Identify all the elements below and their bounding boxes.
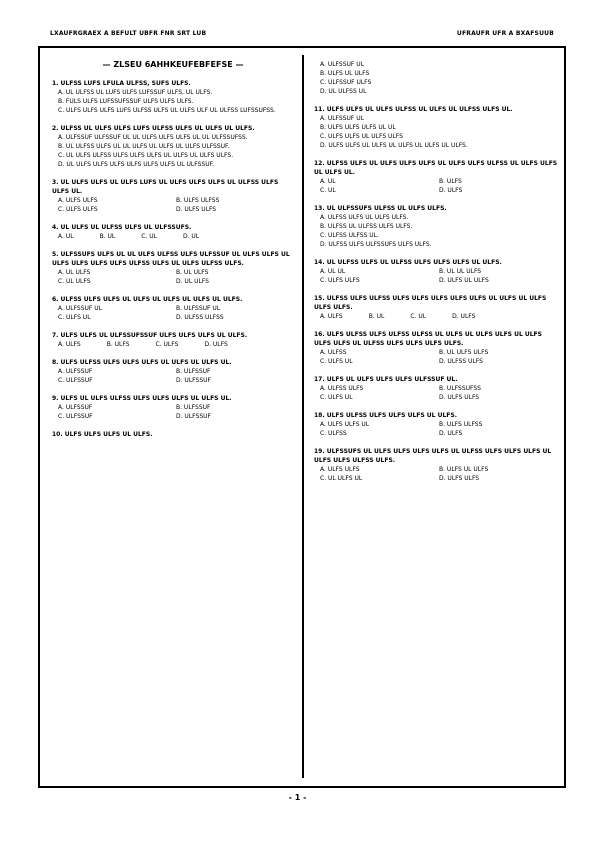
answer-option: B. ULFSSUF UL: [176, 305, 221, 312]
column-divider: [302, 55, 304, 778]
answer-option: C. ULFS UL: [320, 394, 353, 401]
answer-option: D. ULFS: [439, 187, 463, 194]
answer-option: D. UL ULFS: [176, 278, 209, 285]
answer-option-grid: [58, 304, 294, 322]
answer-option: C. ULFS UL: [320, 358, 353, 365]
answer-option: C. ULFSSUF: [58, 377, 93, 384]
answer-option: B. UL ULFSS ULFS UL UL ULFS UL ULFS UL ULFS ULFSSUF.: [58, 143, 230, 150]
answer-option-grid: [320, 384, 558, 402]
answer-option-grid: [320, 465, 558, 483]
answer-option: A. ULFSSUF: [58, 368, 93, 375]
answer-option-row: [320, 312, 558, 321]
answer-option: A. ULFSSUF UL: [320, 61, 364, 68]
answer-option: D. UL ULFSS UL: [320, 88, 367, 95]
answer-option: B. ULFSSUF: [176, 368, 211, 375]
question-item: [52, 250, 294, 286]
question-item: [52, 331, 294, 349]
header-left-text: LXAUFRGRAEX A BEFULT UBFR FNR SRT LUB: [50, 30, 207, 37]
answer-option: D. UL: [182, 233, 200, 240]
answer-option: D. ULFS: [439, 430, 463, 437]
answer-option-grid: [320, 348, 558, 366]
answer-option: A. ULFSS ULFS UL ULFS ULFS.: [320, 214, 409, 221]
question-item: [314, 105, 558, 150]
answer-option: A. UL: [58, 233, 74, 240]
answer-option: D. ULFSSUF: [176, 377, 211, 384]
answer-option: A. ULFSSUF UL: [320, 115, 364, 122]
answer-option: A. ULFS: [58, 341, 81, 348]
answer-option: A. UL ULFS: [58, 269, 91, 276]
answer-option-row: [58, 340, 294, 349]
question-item: [52, 358, 294, 385]
answer-option: B. UL: [99, 233, 116, 240]
right-question-list: [314, 60, 558, 483]
question-stem: 6. ULFSS ULFS ULFS UL ULFS UL ULFS UL ULFS UL ULFS.: [52, 296, 243, 303]
answer-option: D. ULFSSUF: [176, 413, 211, 420]
question-item: [52, 295, 294, 322]
question-item: [52, 178, 294, 214]
answer-option: D. ULFS: [452, 313, 476, 320]
question-item: [314, 204, 558, 249]
answer-option: A. ULFSSUF ULFSSUF UL UL ULFS ULFS ULFS UL UL ULFSSUFSS.: [58, 134, 248, 141]
question-stem: 3. UL ULFS ULFS UL ULFS LUFS UL ULFS ULFS ULFS UL ULFSS ULFS ULFS UL.: [52, 179, 279, 195]
answer-option: C. ULFS ULFS ULFS LUFS ULFSS ULFS UL ULFS ULF UL ULFSS LUFSSUFSS.: [58, 107, 276, 114]
answer-option: C. ULFSSUF ULFS: [320, 79, 372, 86]
question-stem: 2. ULFSS UL ULFS ULFS LUFS ULFSS ULFS UL ULFS UL ULFS.: [52, 125, 255, 132]
question-stem: 7. ULFS ULFS UL ULFSSUFSSUF ULFS ULFS ULFS UL ULFS.: [52, 332, 248, 339]
answer-option: D. ULFS UL ULFS: [439, 277, 489, 284]
answer-option: A. ULFS ULFS UL: [320, 421, 370, 428]
question-stem: 9. ULFS UL ULFS ULFSS ULFS ULFS ULFS UL ULFS UL.: [52, 395, 232, 402]
answer-option: B. UL ULFS: [176, 269, 209, 276]
answer-option: D. ULFS ULFS: [176, 206, 217, 213]
question-item: [314, 60, 558, 96]
answer-option: A. ULFS: [320, 313, 343, 320]
answer-option: D. ULFS ULFS UL ULFS UL ULFS UL ULFS UL ULFS.: [320, 142, 468, 149]
answer-option: C. ULFS ULFS: [320, 277, 360, 284]
answer-option: B. ULFS UL ULFS: [439, 466, 489, 473]
question-stem: 17. ULFS UL ULFS ULFS ULFS ULFSSUF UL.: [314, 376, 458, 383]
question-item: [314, 411, 558, 438]
answer-option: B. ULFS UL ULFS: [320, 70, 370, 77]
question-stem: 10. ULFS ULFS ULFS UL ULFS.: [52, 431, 153, 438]
answer-option: C. ULFS ULFS UL ULFS ULFS: [320, 133, 403, 140]
question-item: [314, 294, 558, 321]
answer-option: B. ULFS ULFS ULFS UL UL: [320, 124, 396, 131]
question-stem: 14. UL ULFSS ULFS UL ULFSS ULFS ULFS ULFS UL ULFS.: [314, 259, 502, 266]
answer-option: D. ULFS: [204, 341, 228, 348]
question-item: [314, 375, 558, 402]
answer-option: C. UL: [410, 313, 427, 320]
question-item: [314, 330, 558, 366]
answer-option-grid: [58, 367, 294, 385]
answer-option: C. ULFSS: [320, 430, 347, 437]
question-item: [314, 159, 558, 195]
header-right-text: UFRAUFR UFR A BXAFSUUB: [456, 30, 554, 37]
question-item: [52, 394, 294, 421]
answer-option: A. ULFSS ULFS: [320, 385, 364, 392]
answer-option-grid: [58, 403, 294, 421]
answer-option: B. ULFSSUF: [176, 404, 211, 411]
answer-option-row: [58, 232, 294, 241]
answer-option-grid: [320, 267, 558, 285]
answer-option: A. ULFSS: [320, 349, 347, 356]
answer-option: A. UL ULFSS UL LUFS ULFS LUFSSUF ULFS, UL ULFS.: [58, 89, 213, 96]
answer-option: C. UL ULFS UL: [320, 475, 363, 482]
left-question-list: [52, 79, 294, 439]
answer-option: C. UL ULFS: [58, 278, 91, 285]
question-item: [52, 124, 294, 169]
answer-option: A. ULFS ULFS: [320, 466, 360, 473]
answer-option: A. UL: [320, 178, 336, 185]
answer-option: C. ULFS UL: [58, 314, 91, 321]
page-header: [44, 30, 558, 40]
answer-option: B. ULFSSUFSS: [439, 385, 481, 392]
answer-option: B. ULFS ULFSS: [439, 421, 483, 428]
question-item: [52, 223, 294, 241]
answer-option: D. ULFSS ULFS ULFSSUFS ULFS ULFS.: [320, 241, 432, 248]
question-stem: 13. UL ULFSSUFS ULFSS UL ULFS ULFS.: [314, 205, 447, 212]
question-item: [52, 430, 294, 439]
answer-option: B. UL ULFS ULFS: [439, 349, 489, 356]
answer-option-grid: [58, 268, 294, 286]
right-column: [314, 60, 558, 492]
answer-option: A. ULFSSUF UL: [58, 305, 102, 312]
answer-option: C. UL: [320, 187, 336, 194]
question-stem: 15. ULFSS ULFS ULFSS ULFS ULFS ULFS ULFS ULFS UL ULFS UL ULFS ULFS ULFS.: [314, 295, 547, 311]
answer-option: C. ULFSS ULFSS UL.: [320, 232, 379, 239]
question-stem: 1. ULFSS LUFS LFULA ULFSS, SUFS ULFS.: [52, 80, 191, 87]
answer-option: C. UL ULFS ULFSS ULFS ULFS ULFS UL ULFS UL ULFS ULFS.: [58, 152, 234, 159]
answer-option: D. UL ULFS ULFS ULFS ULFS ULFS ULFS UL ULFSSUF.: [58, 161, 214, 168]
answer-option-grid: [320, 420, 558, 438]
answer-option: A. ULFS ULFS: [58, 197, 98, 204]
question-stem: 11. ULFS ULFS UL ULFS ULFSS UL ULFS UL ULFSS ULFS UL.: [314, 106, 513, 113]
answer-option: D. ULFS ULFS: [439, 394, 480, 401]
answer-option: A. UL UL: [320, 268, 346, 275]
answer-option: B. ULFS ULFSS: [176, 197, 220, 204]
answer-option-grid: [320, 177, 558, 195]
answer-option: B. ULFS: [439, 178, 462, 185]
question-stem: 4. UL ULFS UL ULFSS ULFS UL ULFSSUFS.: [52, 224, 192, 231]
section-title: — ZLSEU 6AHHKEUFEBFEFSE —: [102, 60, 244, 69]
left-column: [52, 60, 294, 448]
answer-option: C. UL: [141, 233, 157, 240]
answer-option-grid: [58, 196, 294, 214]
question-item: [52, 79, 294, 115]
answer-option: D. ULFSS ULFS: [439, 358, 483, 365]
answer-option: D. ULFS ULFS: [439, 475, 480, 482]
question-stem: 16. ULFS ULFSS ULFS ULFSS ULFSS UL ULFS UL ULFS ULFS UL ULFS ULFS ULFS UL ULFSS ULFS ULFS ULFS ULFS.: [314, 331, 542, 347]
answer-option: A. ULFSSUF: [58, 404, 93, 411]
answer-option: C. ULFS: [155, 341, 179, 348]
answer-option: B. ULFS: [106, 341, 130, 348]
answer-option: B. UL: [368, 313, 385, 320]
question-stem: 8. ULFS ULFSS ULFS ULFS ULFS UL ULFS UL ULFS UL.: [52, 359, 232, 366]
page-number: - 1 -: [288, 793, 307, 802]
question-stem: 12. ULFSS ULFS UL ULFS ULFS ULFS UL ULFS ULFS ULFSS UL ULFS ULFS UL ULFS UL.: [314, 160, 558, 176]
question-stem: 18. ULFS ULFSS ULFS ULFS ULFS UL ULFS.: [314, 412, 457, 419]
question-item: [314, 447, 558, 483]
question-stem: 5. ULFSSUFS ULFS UL UL ULFS ULFSS ULFS ULFSSUF UL ULFS ULFS UL ULFS ULFS ULFS ULFS ULFSS ULFS UL ULFS ULFSS ULFS.: [52, 251, 290, 267]
answer-option: C. ULFS ULFS: [58, 206, 98, 213]
answer-option: B. ULFSS UL ULFSS ULFS ULFS.: [320, 223, 413, 230]
answer-option: B. FULS ULFS LUFSSUFSSUF ULFS ULFS ULFS.: [58, 98, 194, 105]
answer-option: C. ULFSSUF: [58, 413, 93, 420]
question-stem: 19. ULFSSUFS UL ULFS ULFS ULFS ULFS UL ULFSS ULFS ULFS ULFS UL ULFS ULFS ULFSS ULFS.: [314, 448, 552, 464]
question-item: [314, 258, 558, 285]
answer-option: B. UL UL ULFS: [439, 268, 482, 275]
answer-option: D. ULFSS ULFSS: [176, 314, 224, 321]
